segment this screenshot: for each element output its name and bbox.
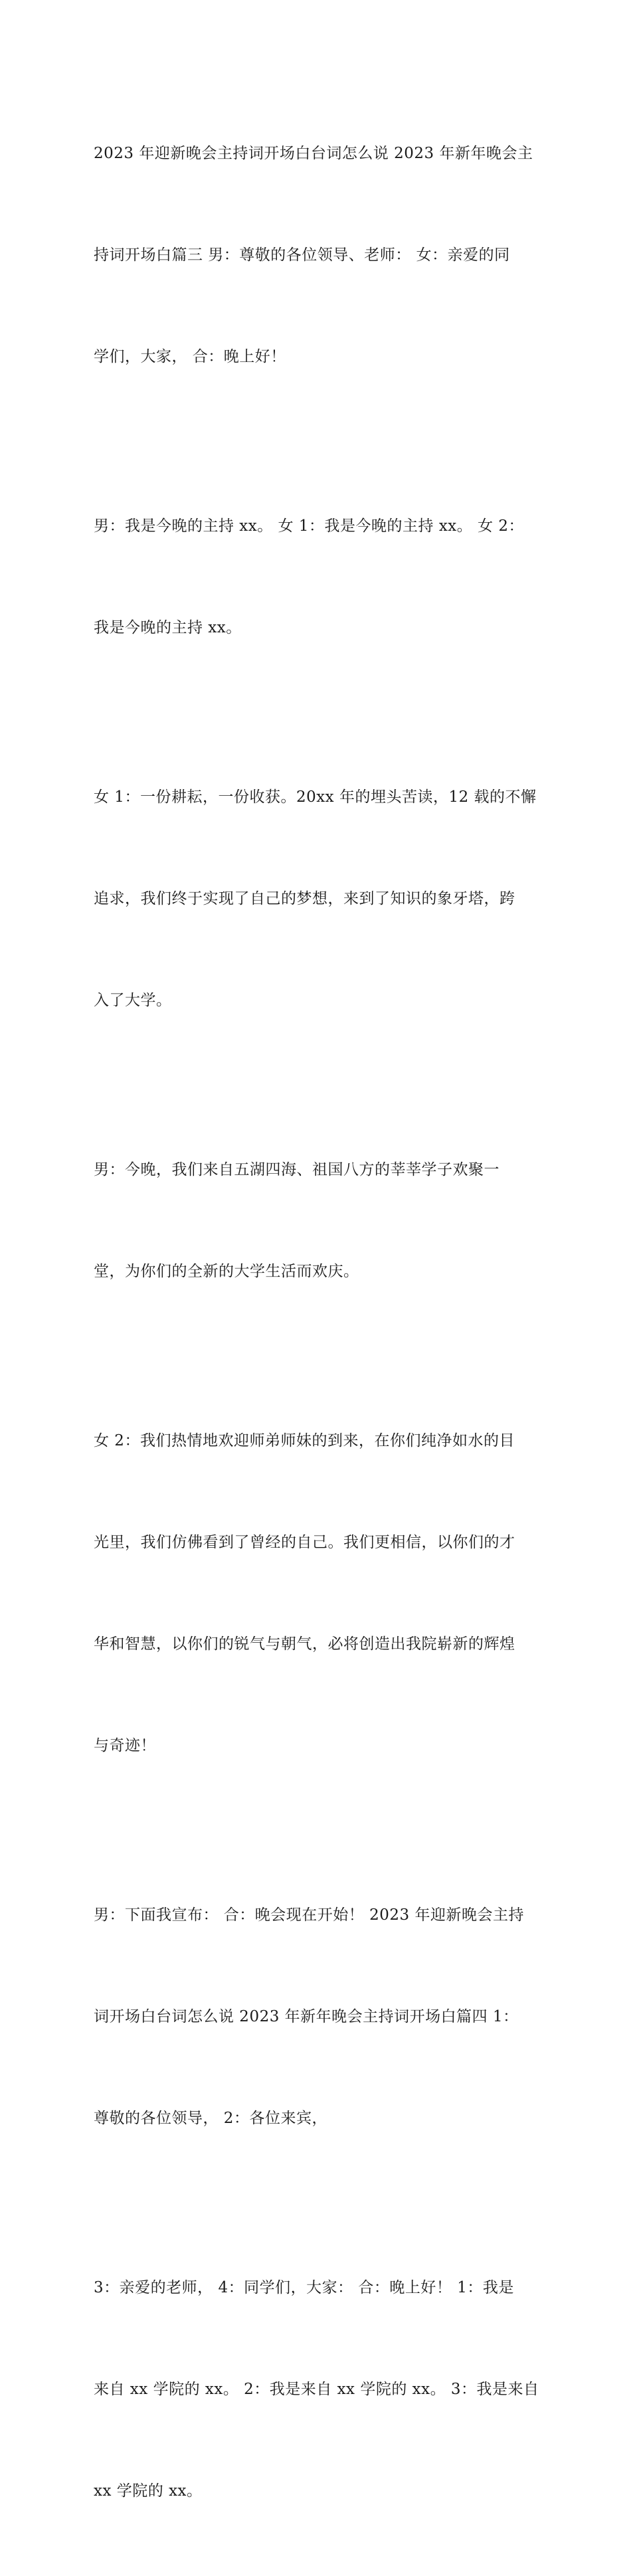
text-line: xx 学院的 xx。 <box>94 2482 203 2500</box>
text-line: 堂，为你们的全新的大学生活而欢庆。 <box>94 1263 359 1280</box>
text-line: 男：我是今晚的主持 xx。 女 1：我是今晚的主持 xx。 女 2： <box>94 517 525 535</box>
text-line: 追求，我们终于实现了自己的梦想，来到了知识的象牙塔，跨 <box>94 890 515 907</box>
paragraph-2 <box>94 442 545 713</box>
paragraph-3 <box>94 713 545 1085</box>
text-line: 女 2：我们热情地欢迎师弟师妹的到来，在你们纯净如水的目 <box>94 1432 515 1449</box>
text-line: 女 1：一份耕耘，一份收获。20xx 年的埋头苦读，12 载的不懈 <box>94 788 537 806</box>
text-line: 2023 年迎新晚会主持词开场白台词怎么说 2023 年新年晚会主 <box>94 145 533 162</box>
text-line: 男：今晚，我们来自五湖四海、祖国八方的莘莘学子欢聚一 <box>94 1161 499 1178</box>
text-line: 尊敬的各位领导， 2：各位来宾， <box>94 2110 327 2127</box>
document-body <box>94 69 545 2576</box>
text-line: 来自 xx 学院的 xx。 2：我是来自 xx 学院的 xx。 3：我是来自 <box>94 2381 539 2398</box>
paragraph-5 <box>94 1356 545 1831</box>
text-line: 3：亲爱的老师， 4：同学们，大家： 合：晚上好！ 1：我是 <box>94 2279 514 2296</box>
text-line: 入了大学。 <box>94 992 172 1009</box>
text-line: 词开场白台词怎么说 2023 年新年晚会主持词开场白篇四 1： <box>94 2008 519 2025</box>
text-line: 我是今晚的主持 xx。 <box>94 619 242 636</box>
text-line: 男：下面我宣布： 合：晚会现在开始！ 2023 年迎新晚会主持 <box>94 1906 524 1924</box>
text-line: 与奇迹！ <box>94 1737 156 1754</box>
paragraph-4 <box>94 1085 545 1356</box>
text-line: 学们，大家， 合：晚上好！ <box>94 348 286 365</box>
text-line: 持词开场白篇三 男：尊敬的各位领导、老师： 女：亲爱的同 <box>94 246 510 264</box>
paragraph-7 <box>94 2203 545 2576</box>
paragraph-1 <box>94 69 545 442</box>
text-line: 光里，我们仿佛看到了曾经的自己。我们更相信，以你们的才 <box>94 1534 515 1551</box>
paragraph-6 <box>94 1831 545 2203</box>
text-line: 华和智慧，以你们的锐气与朝气，必将创造出我院崭新的辉煌 <box>94 1635 515 1653</box>
